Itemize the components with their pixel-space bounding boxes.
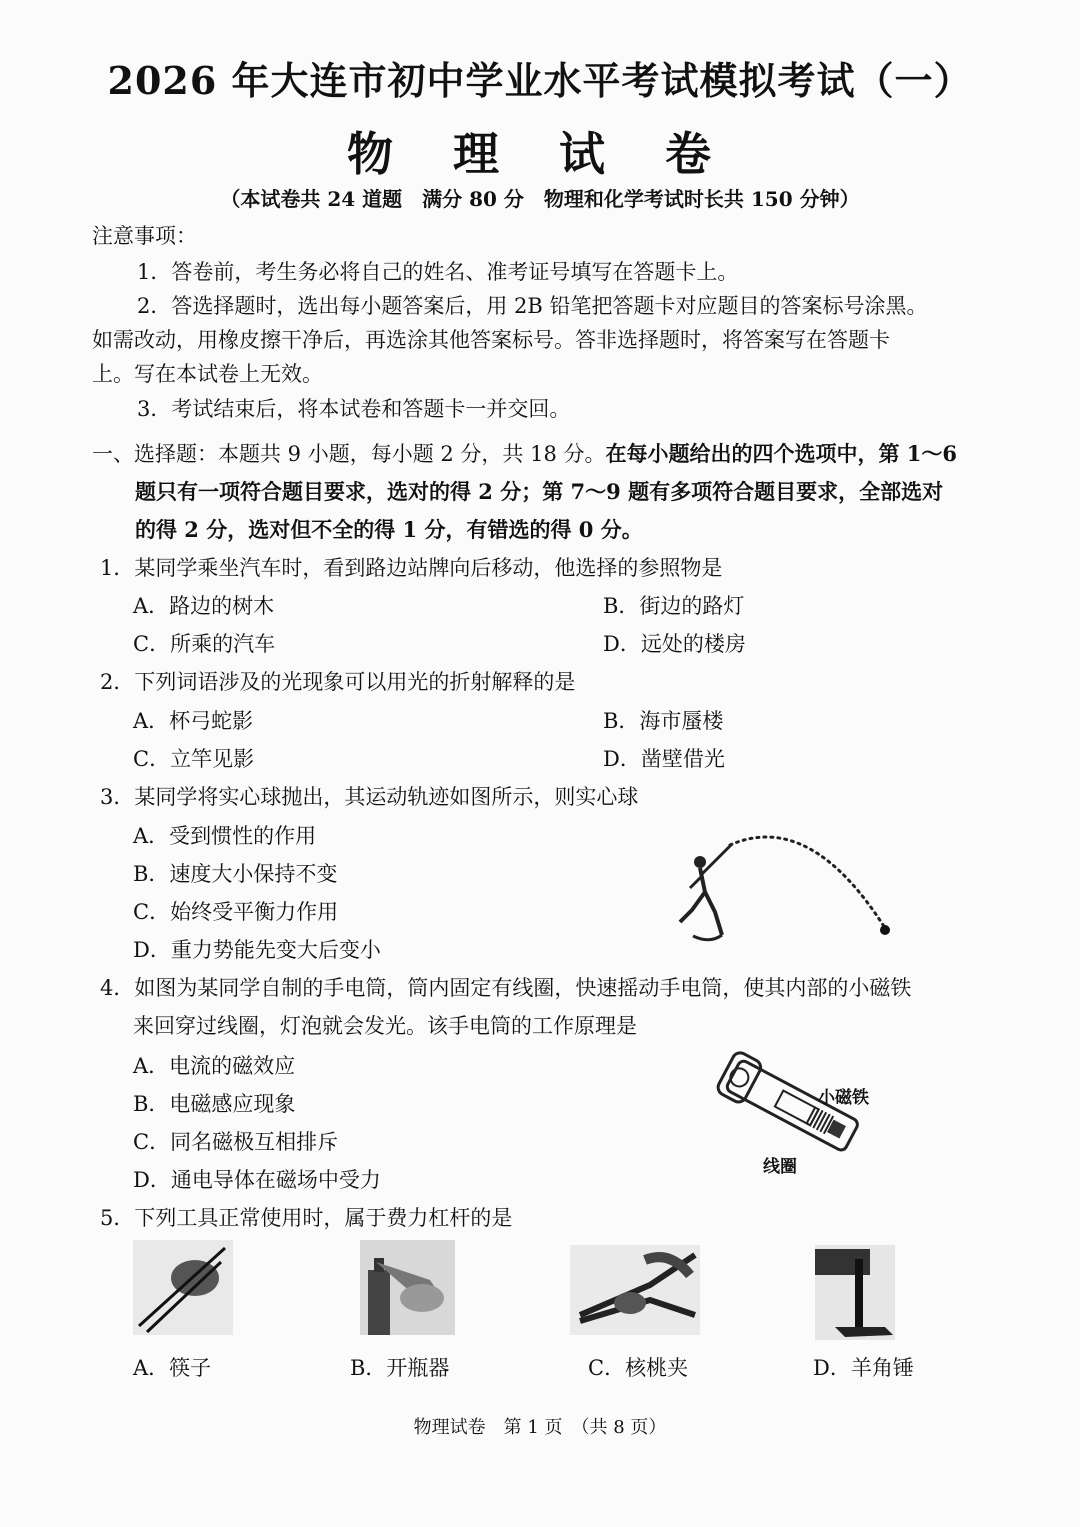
section-1-line-2: 题只有一项符合题目要求，选对的得 2 分；第 7～9 题有多项符合题目要求，全部选对 bbox=[135, 479, 944, 504]
q3-option-c: C．始终受平衡力作用 bbox=[133, 900, 339, 924]
note-2-line-2: 如需改动，用橡皮擦干净后，再选涂其他答案标号。答非选择题时，将答案写在答题卡 bbox=[92, 328, 890, 352]
paper-subject-title: 物 理 试 卷 bbox=[346, 127, 734, 181]
q3-stem: 3．某同学将实心球抛出，其运动轨迹如图所示，则实心球 bbox=[100, 785, 639, 809]
exam-title: 2026 年大连市初中学业水平考试模拟考试（一） bbox=[107, 58, 973, 103]
notes-heading: 注意事项： bbox=[92, 224, 197, 248]
q5-option-b: B．开瓶器 bbox=[350, 1356, 450, 1380]
section-1-line-1 bbox=[92, 438, 957, 468]
q1-option-b: B．街边的路灯 bbox=[603, 594, 745, 618]
q3-option-b: B．速度大小保持不变 bbox=[133, 862, 338, 886]
q3-trajectory-figure bbox=[660, 830, 910, 950]
q5-stem: 5．下列工具正常使用时，属于费力杠杆的是 bbox=[100, 1206, 513, 1230]
q2-option-b: B．海市蜃楼 bbox=[603, 709, 724, 733]
note-2-line-1: 2．答选择题时，选出每小题答案后，用 2B 铅笔把答题卡对应题目的答案标号涂黑。 bbox=[137, 294, 928, 318]
q2-option-d: D．凿壁借光 bbox=[603, 747, 725, 771]
q1-option-a: A．路边的树木 bbox=[133, 594, 275, 618]
q1-stem: 1．某同学乘坐汽车时，看到路边站牌向后移动，他选择的参照物是 bbox=[100, 556, 723, 580]
q2-option-c: C．立竿见影 bbox=[133, 747, 255, 771]
q4-option-b: B．电磁感应现象 bbox=[133, 1092, 296, 1116]
claw-hammer-image bbox=[815, 1245, 895, 1340]
q2-stem: 2．下列词语涉及的光现象可以用光的折射解释的是 bbox=[100, 670, 576, 694]
bottle-opener-image bbox=[360, 1240, 455, 1335]
q4-option-c: C．同名磁极互相排斥 bbox=[133, 1130, 339, 1154]
note-1: 1．答卷前，考生务必将自己的姓名、准考证号填写在答题卡上。 bbox=[137, 260, 739, 284]
q2-option-a: A．杯弓蛇影 bbox=[133, 709, 254, 733]
chopsticks-image bbox=[133, 1240, 233, 1335]
q5-option-a: A．筷子 bbox=[133, 1356, 212, 1380]
note-3: 3．考试结束后，将本试卷和答题卡一并交回。 bbox=[137, 397, 571, 421]
note-2-line-3: 上。写在本试卷上无效。 bbox=[92, 362, 323, 386]
section-1-line-3: 的得 2 分，选对但不全的得 1 分，有错选的得 0 分。 bbox=[135, 517, 643, 542]
q4-option-a: A．电流的磁效应 bbox=[133, 1054, 296, 1078]
page-footer: 物理试卷 第 1 页 （共 8 页） bbox=[413, 1417, 667, 1438]
q1-option-d: D．远处的楼房 bbox=[603, 632, 746, 656]
section-1-line-1a: 一、选择题：本题共 9 小题，每小题 2 分，共 18 分。 bbox=[92, 442, 606, 466]
q4-option-d: D．通电导体在磁场中受力 bbox=[133, 1168, 381, 1192]
q1-option-c: C．所乘的汽车 bbox=[133, 632, 276, 656]
q4-label-magnet: 小磁铁 bbox=[818, 1088, 869, 1108]
q5-option-c: C．核桃夹 bbox=[588, 1356, 689, 1380]
q4-stem-line-2: 来回穿过线圈，灯泡就会发光。该手电筒的工作原理是 bbox=[133, 1014, 637, 1038]
q4-stem-line-1: 4．如图为某同学自制的手电筒，筒内固定有线圈，快速摇动手电筒，使其内部的小磁铁 bbox=[100, 976, 912, 1000]
q3-option-a: A．受到惯性的作用 bbox=[133, 824, 317, 848]
nutcracker-image bbox=[570, 1245, 700, 1335]
section-1-line-1b: 在每小题给出的四个选项中，第 1～6 bbox=[605, 441, 958, 466]
q3-option-d: D．重力势能先变大后变小 bbox=[133, 938, 381, 962]
paper-info: （本试卷共 24 道题 满分 80 分 物理和化学考试时长共 150 分钟） bbox=[220, 187, 860, 211]
q4-label-coil: 线圈 bbox=[763, 1157, 797, 1177]
q5-option-d: D．羊角锤 bbox=[813, 1356, 914, 1380]
